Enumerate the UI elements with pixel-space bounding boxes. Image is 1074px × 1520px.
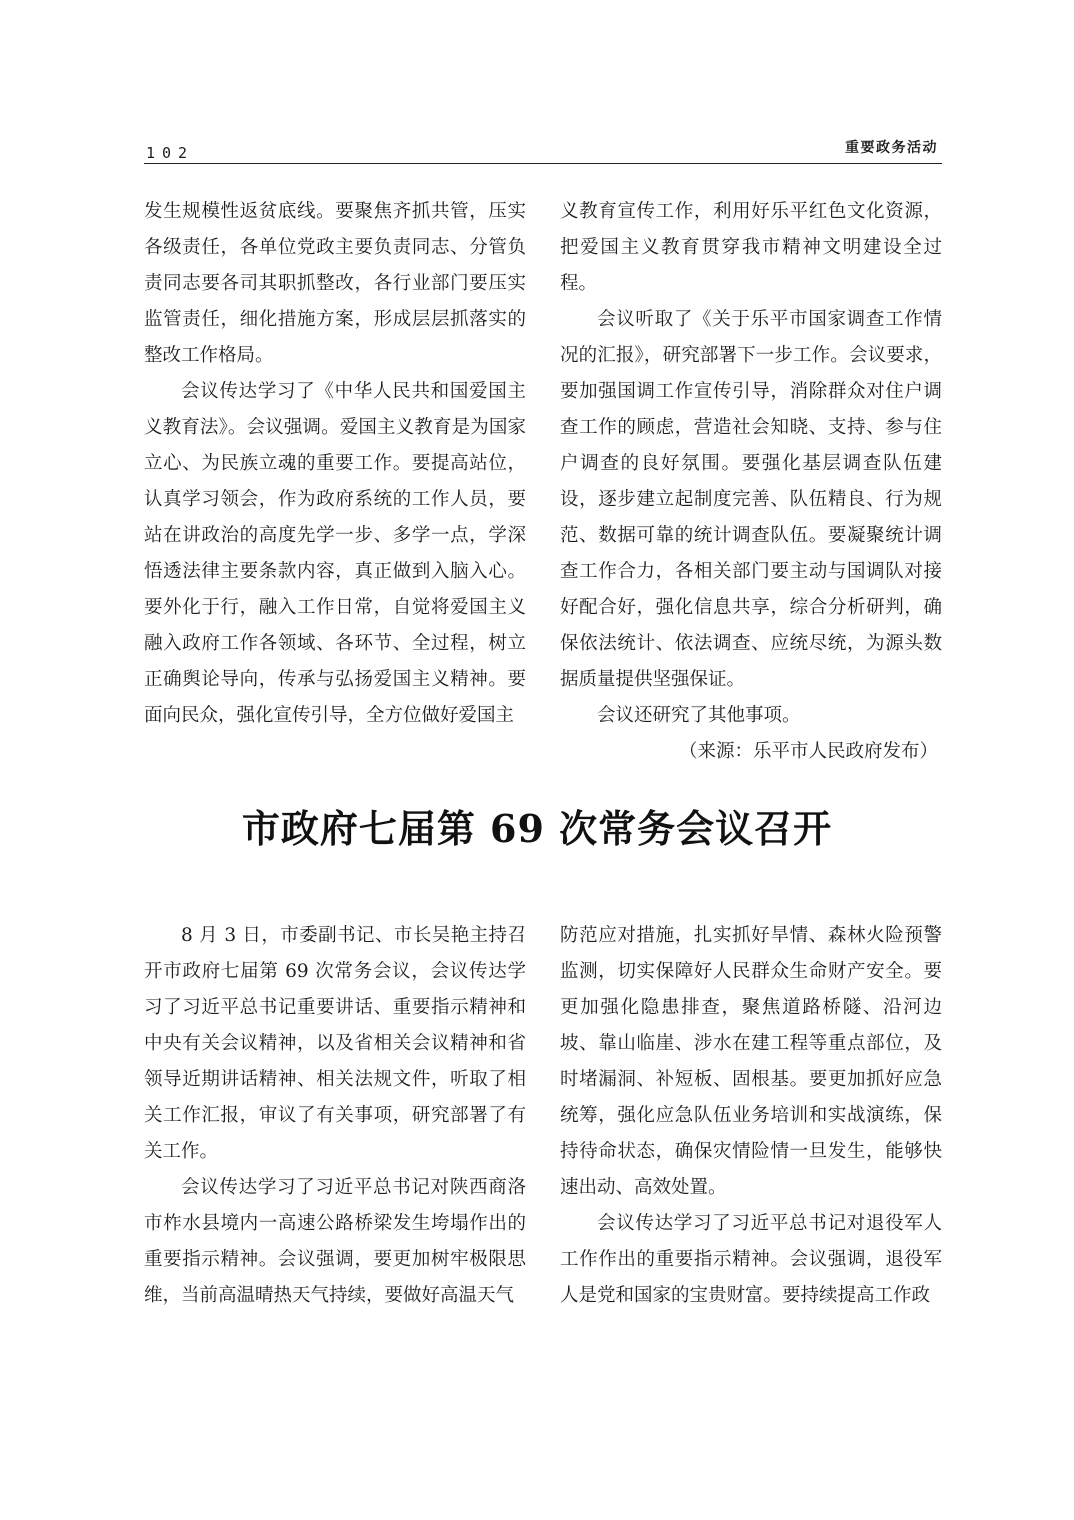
- page-number: 102: [146, 144, 195, 162]
- section-title: 重要政务活动: [845, 140, 938, 156]
- paragraph: 义教育宣传工作，利用好乐平红色文化资源，把爱国主义教育贯穿我市精神文明建设全过程。: [560, 201, 942, 294]
- paragraph: 防范应对措施，扎实抓好旱情、森林火险预警监测，切实保障好人民群众生命财产安全。要更加强化隐患排查，聚焦道路桥隧、沿河边坡、靠山临崖、涉水在建工程等重点部位，及时堵漏洞、补短板、固根基。要更加抓好应急统筹，强化应急队伍业务培训和实战演练，保持待命状态，确保灾情险情一旦发生，能够快速出动、高效处置。: [560, 925, 942, 1198]
- article-title: 市政府七届第 69 次常务会议召开: [241, 806, 833, 851]
- paragraph: 发生规模性返贫底线。要聚焦齐抓共管，压实各级责任，各单位党政主要负责同志、分管负责同志要各司其职抓整改，各行业部门要压实监管责任，细化措施方案，形成层层抓落实的整改工作格局。: [144, 201, 526, 366]
- paragraph: 会议传达学习了习近平总书记对陕西商洛市柞水县境内一高速公路桥梁发生垮塌作出的重要指示精神。会议强调，要更加树牢极限思维，当前高温晴热天气持续，要做好高温天气: [144, 1177, 526, 1306]
- source-attribution: （来源：乐平市人民政府发布）: [678, 741, 938, 762]
- article2-left-column: [144, 918, 526, 1314]
- paragraph: 会议听取了《关于乐平市国家调查工作情况的汇报》，研究部署下一步工作。会议要求，要加强国调工作宣传引导，消除群众对住户调查工作的顾虑，营造社会知晓、支持、参与住户调查的良好氛围。要强化基层调查队伍建设，逐步建立起制度完善、队伍精良、行为规范、数据可靠的统计调查队伍。要凝聚统计调查工作合力，各相关部门要主动与国调队对接好配合好，强化信息共享，综合分析研判，确保依法统计、依法调查、应统尽统，为源头数据质量提供坚强保证。: [560, 309, 942, 690]
- header-rule: [144, 163, 942, 164]
- paragraph: 会议传达学习了《中华人民共和国爱国主义教育法》。会议强调。爱国主义教育是为国家立心、为民族立魂的重要工作。要提高站位，认真学习领会，作为政府系统的工作人员，要站在讲政治的高度先学一步、多学一点，学深悟透法律主要条款内容，真正做到入脑入心。要外化于行，融入工作日常，自觉将爱国主义融入政府工作各领域、各环节、全过程，树立正确舆论导向，传承与弘扬爱国主义精神。要面向民众，强化宣传引导，全方位做好爱国主: [144, 381, 526, 726]
- paragraph: 8 月 3 日，市委副书记、市长吴艳主持召开市政府七届第 69 次常务会议，会议传达学习了习近平总书记重要讲话、重要指示精神和中央有关会议精神，以及省相关会议精神和省领导近期讲话精神、相关法规文件，听取了相关工作汇报，审议了有关事项，研究部署了有关工作。: [144, 925, 526, 1162]
- paragraph: 会议传达学习了习近平总书记对退役军人工作作出的重要指示精神。会议强调，退役军人是党和国家的宝贵财富。要持续提高工作政: [560, 1213, 942, 1306]
- article2-right-column: [560, 918, 942, 1314]
- article1-left-column: [144, 194, 526, 734]
- article1-right-column: [560, 194, 942, 770]
- paragraph: 会议还研究了其他事项。: [597, 705, 801, 726]
